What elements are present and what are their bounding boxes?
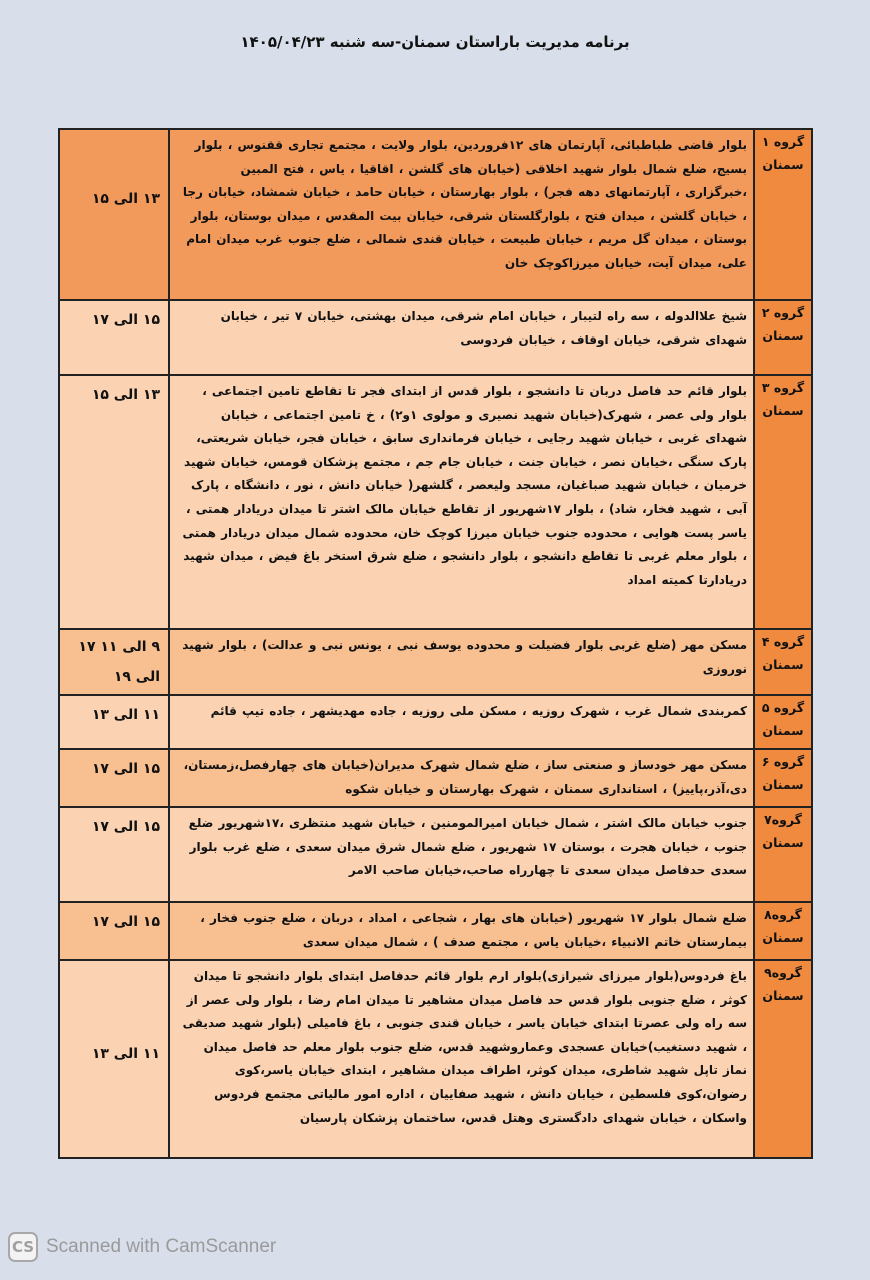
- group-cell: گروه ۵ سمنان: [754, 695, 812, 749]
- areas-cell: مسکن مهر (ضلع غربی بلوار فضیلت و محدوده یوسف نبی ، یونس نبی و عدالت) ، بلوار شهید نوروزی: [169, 629, 754, 695]
- areas-cell: مسکن مهر خودساز و صنعتی ساز ، ضلع شمال شهرک مدیران(خیابان های چهارفصل،زمستان، دی،آذر،پاییز) ، استانداری سمنان ، شهرک بهارستان و خیابان شکوه: [169, 749, 754, 807]
- areas-cell: کمربندی شمال غرب ، شهرک روزیه ، مسکن ملی روزیه ، جاده مهدیشهر ، جاده تیپ قائم: [169, 695, 754, 749]
- page-title: برنامه مدیریت باراستان سمنان-سه شنبه ۱۴۰۵/۰۴/۲۳: [240, 33, 630, 51]
- areas-cell: بلوار قاضی طباطبائی، آپارتمان های ۱۲فروردین، بلوار ولایت ، مجتمع تجاری ققنوس ، بلوار بسیج، ضلع شمال بلوار شهید اخلاقی (خیابان های گلشن ، اقاقیا ، یاس ، فتح المبین ،خبرگزاری ، آپارتمانهای دهه فجر) ، بلوار بهارستان ، خیابان حامد ، خیابان شمشاد، خیابان رجا ، خیابان گلشن ، میدان فتح ، بلوارگلستان شرقی، خیابان بیت المقدس ، میدان بوستان، بلوار بوستان ، میدان گل مریم ، خیابان طبیعت ، خیابان قندی شمالی ، ضلع جنوب غرب میدان امام علی، میدان آیت، خیابان میرزاکوچک خان: [169, 129, 754, 300]
- group-cell: گروه ۶ سمنان: [754, 749, 812, 807]
- time-cell: ۱۵ الی ۱۷: [59, 807, 169, 902]
- scanner-text: Scanned with CamScanner: [46, 1236, 277, 1257]
- table-row: [59, 129, 812, 300]
- table-row: [59, 807, 812, 902]
- time-cell: ۱۱ الی ۱۳: [59, 695, 169, 749]
- time-cell: ۱۱ الی ۱۳: [59, 960, 169, 1158]
- table-row: [59, 695, 812, 749]
- table-row: [59, 300, 812, 375]
- time-cell: ۱۵ الی ۱۷: [59, 749, 169, 807]
- table-row: [59, 629, 812, 695]
- areas-cell: ضلع شمال بلوار ۱۷ شهریور (خیابان های بهار ، شجاعی ، امداد ، دربان ، ضلع جنوب فخار ، بیمارستان خاتم الانبیاء ،خیابان یاس ، مجتمع صدف ) ، شمال میدان سعدی: [169, 902, 754, 960]
- time-cell: ۱۳ الی ۱۵: [59, 129, 169, 300]
- areas-cell: جنوب خیابان مالک اشتر ، شمال خیابان امیرالمومنین ، خیابان شهید منتظری ،۱۷شهریور ضلع جنوب ، خیابان هجرت ، بوستان ۱۷ شهریور ، ضلع شمال شرق میدان سعدی ، ضلع غرب بلوار سعدی حدفاصل میدان سعدی تا چهارراه صاحب،خیابان صاحب الامر: [169, 807, 754, 902]
- time-cell: ۱۵ الی ۱۷: [59, 300, 169, 375]
- camscanner-logo-icon: CS: [8, 1232, 38, 1262]
- group-cell: گروه۷ سمنان: [754, 807, 812, 902]
- areas-cell: باغ فردوس(بلوار میرزای شیرازی)بلوار ارم بلوار قائم حدفاصل ابتدای بلوار دانشجو تا میدان کوثر ، ضلع جنوبی بلوار قدس حد فاصل میدان مشاهیر تا میدان امام رضا ، بلوار ولی عصر از سه راه ولی عصرتا ابتدای خیابان یاسر ، خیابان قندی جنوبی ، باغ فامیلی (بلوار شهید صدیقی ، شهید دستغیب)خیابان عسجدی وعماروشهید قدس، ضلع جنوب بلوار معلم حد فاصل میدان نماز تاپل شهید شاطری، میدان کوثر، اطراف میدان مشاهیر ، ابتدای خیابان یاسر،کوی رضوان،کوی فلسطین ، خیابان دانش ، شهید صفاییان ، اداره امور مالیاتی مجتمع فردوس واسکان ، خیابان شهدای دادگستری وهتل قدس، ساختمان پزشکان پارسیان: [169, 960, 754, 1158]
- outage-schedule-table: [58, 128, 813, 1159]
- group-cell: گروه ۴ سمنان: [754, 629, 812, 695]
- table-row: [59, 960, 812, 1158]
- areas-cell: شیخ علاالدوله ، سه راه لتیبار ، خیابان امام شرقی، میدان بهشتی، خیابان ۷ تیر ، خیابان شهدای شرقی، خیابان اوقاف ، خیابان فردوسی: [169, 300, 754, 375]
- table-row: [59, 375, 812, 629]
- group-cell: گروه۹ سمنان: [754, 960, 812, 1158]
- table-row: [59, 749, 812, 807]
- time-cell: ۹ الی ۱۱ ۱۷ الی ۱۹: [59, 629, 169, 695]
- group-cell: گروه۸ سمنان: [754, 902, 812, 960]
- areas-cell: بلوار قائم حد فاصل دربان تا دانشجو ، بلوار قدس از ابتدای فجر تا تقاطع تامین اجتماعی ، بلوار ولی عصر ، شهرک(خیابان شهید نصیری و مولوی ۱و۲) ، خ تامین اجتماعی ، خیابان شهدای غربی ، خیابان شهید رجایی ، خیابان فرمانداری سابق ، خیابان فجر، خیابان شریعتی، پارک سنگی ،خیابان نصر ، خیابان جنت ، خیابان جام جم ، مجتمع پزشکان قومس، خیابان شهید خرمیان ، خیابان شهید صباغیان، مسجد ولیعصر ، گلشهر( خیابان دانش ، نور ، دانشگاه ، پارک آبی ، شهید فخار، شاد) ، بلوار ۱۷شهریور از تقاطع خیابان مالک اشتر تا میدان دریادار همتی ، یاسر پست هوایی ، محدوده جنوب خیابان میرزا کوچک خان، محدوده شمال میدان دریادار همتی ، بلوار معلم غربی تا تقاطع دانشجو ، بلوار دانشجو ، ضلع شرق استخر باغ فیض ، میدان شهید دریادارتا کمیته امداد: [169, 375, 754, 629]
- group-cell: گروه ۱ سمنان: [754, 129, 812, 300]
- time-cell: ۱۵ الی ۱۷: [59, 902, 169, 960]
- scanner-watermark: [8, 1232, 276, 1262]
- group-cell: گروه ۳ سمنان: [754, 375, 812, 629]
- group-cell: گروه ۲ سمنان: [754, 300, 812, 375]
- time-cell: ۱۳ الی ۱۵: [59, 375, 169, 629]
- table-row: [59, 902, 812, 960]
